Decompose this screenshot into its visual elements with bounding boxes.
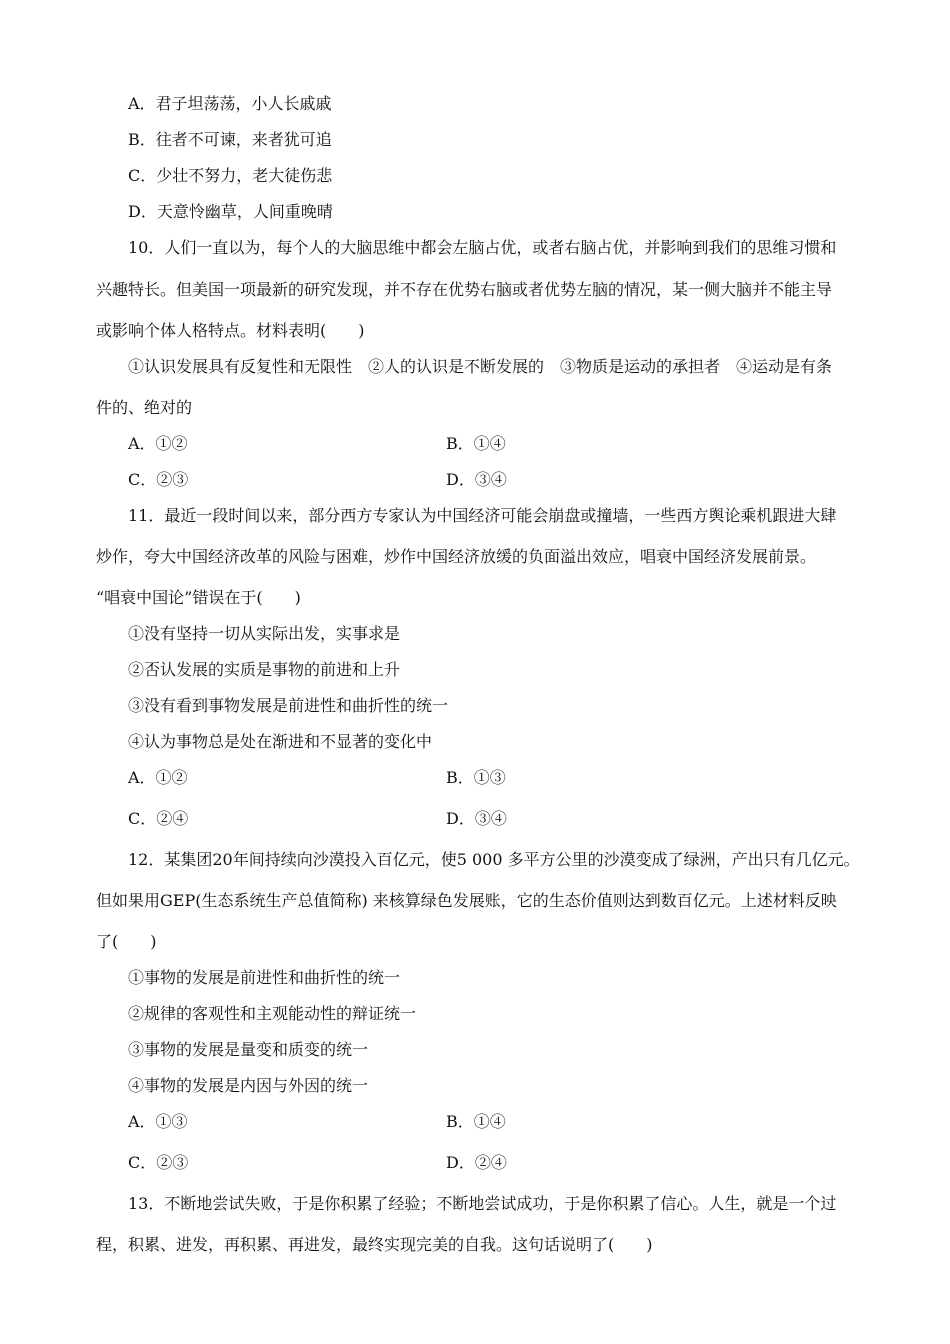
q12-item-4: ④事物的发展是内因与外因的统一 <box>128 1076 369 1095</box>
q12-stem-line1: 12．某集团20年间持续向沙漠投入百亿元，使5 000 多平方公里的沙漠变成了绿洲，产出只有几亿元。 <box>128 850 860 869</box>
q12-item-1: ①事物的发展是前进性和曲折性的统一 <box>128 968 401 987</box>
q11-stem-line2: 炒作，夸大中国经济改革的风险与困难，炒作中国经济放缓的负面溢出效应，唱衰中国经济发展前景。 <box>96 547 817 566</box>
q9-option-c: C．少壮不努力，老大徒伤悲 <box>128 166 333 185</box>
q12-option-d: D．②④ <box>446 1153 507 1172</box>
q10-stem-line3: 或影响个体人格特点。材料表明( ) <box>96 321 365 340</box>
q11-option-a: A．①② <box>128 768 188 787</box>
q12-item-3: ③事物的发展是量变和质变的统一 <box>128 1040 369 1059</box>
q11-item-3: ③没有看到事物发展是前进性和曲折性的统一 <box>128 696 449 715</box>
q10-items-line2: 件的、绝对的 <box>96 398 193 417</box>
q9-option-b: B．往者不可谏，来者犹可追 <box>128 130 332 149</box>
q13-stem-line1: 13．不断地尝试失败，于是你积累了经验；不断地尝试成功，于是你积累了信心。人生，就是一个过 <box>128 1194 837 1213</box>
q11-stem-line3: “唱衰中国论”错误在于( ) <box>96 588 301 607</box>
q10-items-line1: ①认识发展具有反复性和无限性 ②人的认识是不断发展的 ③物质是运动的承担者 ④运动是有条 <box>128 357 833 376</box>
q9-option-d: D．天意怜幽草，人间重晚晴 <box>128 202 333 221</box>
q12-option-a: A．①③ <box>128 1112 188 1131</box>
q11-stem-line1: 11．最近一段时间以来，部分西方专家认为中国经济可能会崩盘或撞墙，一些西方舆论乘机跟进大肆 <box>128 506 837 525</box>
q12-stem-line2: 但如果用GEP(生态系统生产总值简称) 来核算绿色发展账，它的生态价值则达到数百亿元。上述材料反映 <box>96 891 837 910</box>
q11-item-2: ②否认发展的实质是事物的前进和上升 <box>128 660 401 679</box>
q10-option-a: A．①② <box>128 434 188 453</box>
q10-stem-line1: 10．人们一直以为，每个人的大脑思维中都会左脑占优，或者右脑占优，并影响到我们的思维习惯和 <box>128 238 837 257</box>
q11-item-1: ①没有坚持一切从实际出发，实事求是 <box>128 624 401 643</box>
q10-stem-line2: 兴趣特长。但美国一项最新的研究发现，并不存在优势右脑或者优势左脑的情况，某一侧大脑并不能主导 <box>96 280 833 299</box>
q12-option-b: B．①④ <box>446 1112 506 1131</box>
q10-option-c: C．②③ <box>128 470 189 489</box>
q12-option-c: C．②③ <box>128 1153 189 1172</box>
q13-stem-line2: 程，积累、进发，再积累、再进发，最终实现完美的自我。这句话说明了( ) <box>96 1235 653 1254</box>
q11-item-4: ④认为事物总是处在渐进和不显著的变化中 <box>128 732 433 751</box>
q11-option-c: C．②④ <box>128 809 189 828</box>
q11-option-d: D．③④ <box>446 809 507 828</box>
q9-option-a: A．君子坦荡荡，小人长戚戚 <box>128 94 332 113</box>
q11-option-b: B．①③ <box>446 768 506 787</box>
q12-item-2: ②规律的客观性和主观能动性的辩证统一 <box>128 1004 417 1023</box>
q12-stem-line3: 了( ) <box>96 932 157 951</box>
q10-option-d: D．③④ <box>446 470 507 489</box>
q10-option-b: B．①④ <box>446 434 506 453</box>
